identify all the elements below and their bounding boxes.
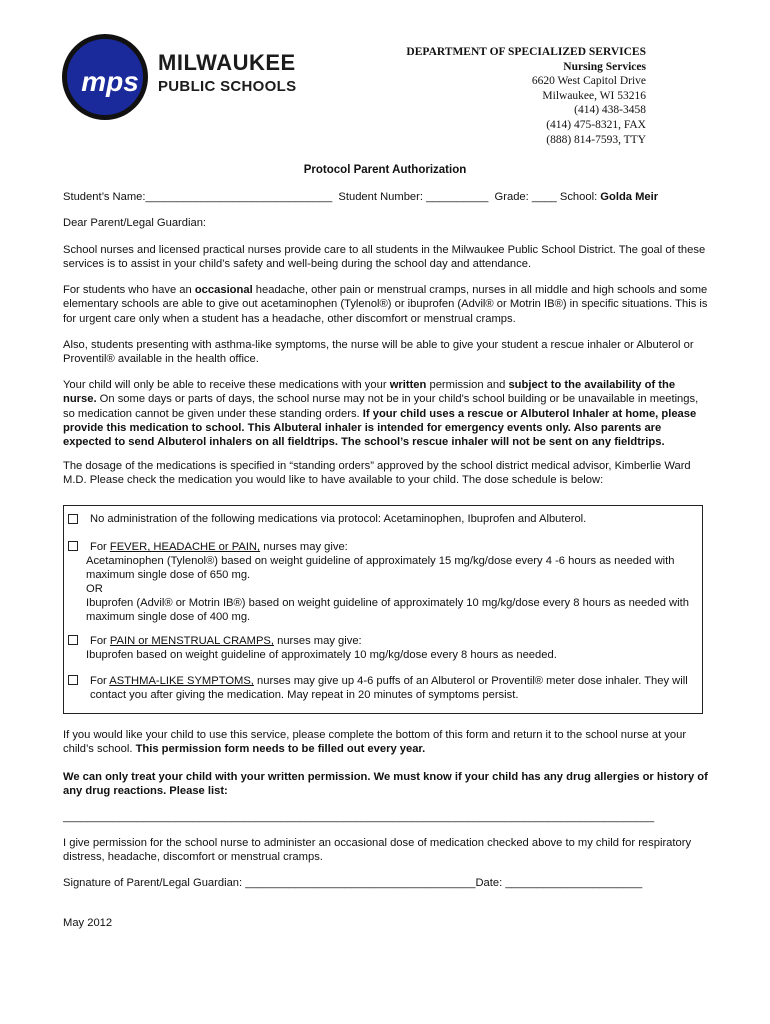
asthma-paragraph: Also, students presenting with asthma-like symptoms, the nurse will be able to give your student a rescue inhaler or Albuterol or Proventil® available in the health office. — [63, 339, 694, 366]
school-value: Golda Meir — [600, 191, 659, 203]
mps-logo-mark-icon — [81, 61, 139, 101]
checkbox-fever-headache-pain[interactable] — [68, 541, 78, 551]
svg-text:mps: mps — [81, 66, 139, 97]
allergy-question: We can only treat your child with your written permission. We must know if your child has any drug allergies or history of any drug reactions. Please list: — [63, 771, 708, 798]
signature-line — [63, 876, 708, 890]
or-text: OR — [86, 583, 103, 595]
grade-blank[interactable]: ____ — [531, 191, 557, 203]
department-name: DEPARTMENT OF SPECIALIZED SERVICES — [406, 46, 646, 58]
option-no-administration-text: No administration of the following medications via protocol: Acetaminophen, Ibuprofen and Albuterol. — [90, 513, 587, 525]
department-unit: Nursing Services — [563, 60, 646, 73]
student-info-line — [63, 190, 708, 204]
option-no-administration — [68, 512, 698, 526]
form-title: Protocol Parent Authorization — [303, 164, 467, 176]
permission-statement: I give permission for the school nurse to administer an occasional dose of medication checked above to my child for respiratory distress, headache, discomfort or menstrual cramps. — [63, 837, 692, 864]
address-line2: Milwaukee, WI 53216 — [542, 89, 646, 102]
student-name-blank[interactable]: ______________________________ — [145, 191, 333, 203]
occasional-pain-paragraph: For students who have an occasional headache, other pain or menstrual cramps, nurses in all middle and high schools and some elementary schools are able to give out acetaminophen (Tylenol®) or ibuprofen (Advil® or Motrin IB®) in specific situations. This is for urgent care only when a student has a headache, other discomfort or menstrual cramps. — [63, 284, 708, 325]
phone-number: (414) 438-3458 — [574, 104, 646, 117]
medication-options-box — [63, 505, 703, 714]
dosage-paragraph: The dosage of the medications is specified in “standing orders” approved by the school district medical advisor, Kimberlie Ward M.D. Please check the medication you would like to have available to your child. The dose schedule is below: — [63, 460, 691, 487]
complete-form-paragraph: If you would like your child to use this service, please complete the bottom of this form and return it to the school nurse at your child’s school. This permission form needs to be filled out every year. — [63, 729, 687, 756]
revision-date: May 2012 — [63, 917, 113, 929]
address-line1: 6620 West Capitol Drive — [531, 75, 646, 88]
written-permission-paragraph: Your child will only be able to receive these medications with your written permission and subject to the availability of the nurse. On some days or parts of days, the school nurse may not be in your child's school building or be unavailable in meetings, so medication cannot be given under these standing orders. If your child uses a rescue or Albuterol Inhaler at home, please provide this medication to school. This Albuteral inhaler is intended for emergency events only. Also parents are expected to send Albuterol inhalers on all fieldtrips. The school’s rescue inhaler will not be sent on any fieldtrips. — [63, 379, 699, 449]
acetaminophen-dose-text: Acetaminophen (Tylenol®) based on weight guideline of approximately 15 mg/kg/dose every 4 -6 hours as needed with maximum single dose of 650 mg. — [86, 555, 675, 581]
signature-label: Signature of Parent/Legal Guardian: — [63, 877, 243, 889]
date-label: Date: — [475, 877, 503, 889]
option-fever-headache-pain: For FEVER, HEADACHE or PAIN, nurses may give: Acetaminophen (Tylenol®) based on weight guideline of approximately 15 mg/kg/dose every 4 -6 hours as needed with maximum single dose of 650 mg. OR Ibuprofen (Advil® or Motrin IB®) based on weight guideline of approximately 10 mg/kg/dose every 8 hours as needed with maximum single dose of 400 mg. — [68, 540, 698, 624]
signature-blank[interactable]: _____________________________________ — [245, 877, 476, 889]
ibuprofen-cramps-dose-text: Ibuprofen based on weight guideline of approximately 10 mg/kg/dose every 8 hours as needed. — [86, 649, 557, 661]
student-name-label: Student’s Name: — [63, 191, 146, 203]
tty-number: (888) 814-7593, TTY — [546, 133, 646, 146]
department-address-block — [406, 45, 646, 147]
salutation: Dear Parent/Legal Guardian: — [63, 217, 207, 229]
mps-logo — [62, 34, 342, 118]
checkbox-asthma-symptoms[interactable] — [68, 675, 78, 685]
checkbox-no-administration[interactable] — [68, 514, 78, 524]
grade-label: Grade: — [494, 191, 529, 203]
mps-logo-emblem — [62, 34, 148, 120]
logo-wordmark-line2: PUBLIC SCHOOLS — [158, 78, 297, 95]
option-pain-menstrual-cramps: For PAIN or MENSTRUAL CRAMPS, nurses may give: Ibuprofen based on weight guideline of approximately 10 mg/kg/dose every 8 hours as needed. — [68, 634, 698, 662]
allergy-list-blank[interactable]: _______________________________________________________________________________________________ — [63, 811, 655, 823]
student-number-blank[interactable]: __________ — [426, 191, 489, 203]
ibuprofen-dose-text: Ibuprofen (Advil® or Motrin IB®) based on weight guideline of approximately 10 mg/kg/dose every 8 hours as needed with maximum single dose of 400 mg. — [86, 597, 689, 623]
fax-number: (414) 475-8321, FAX — [546, 118, 646, 131]
school-label: School: — [559, 191, 598, 203]
logo-wordmark-line1: MILWAUKEE — [158, 50, 296, 75]
date-blank[interactable]: ______________________ — [505, 877, 643, 889]
checkbox-pain-menstrual-cramps[interactable] — [68, 635, 78, 645]
option-asthma-symptoms: For ASTHMA-LIKE SYMPTOMS, nurses may give up 4-6 puffs of an Albuterol or Proventil® meter dose inhaler. They will contact you after giving the medication. May repeat in 20 minutes of symptoms persist. — [68, 674, 698, 702]
student-number-label: Student Number: — [338, 191, 423, 203]
intro-paragraph: School nurses and licensed practical nurses provide care to all students in the Milwaukee Public School District. The goal of these services is to assist in your child’s safety and well-being during the school day and attendance. — [63, 244, 706, 271]
